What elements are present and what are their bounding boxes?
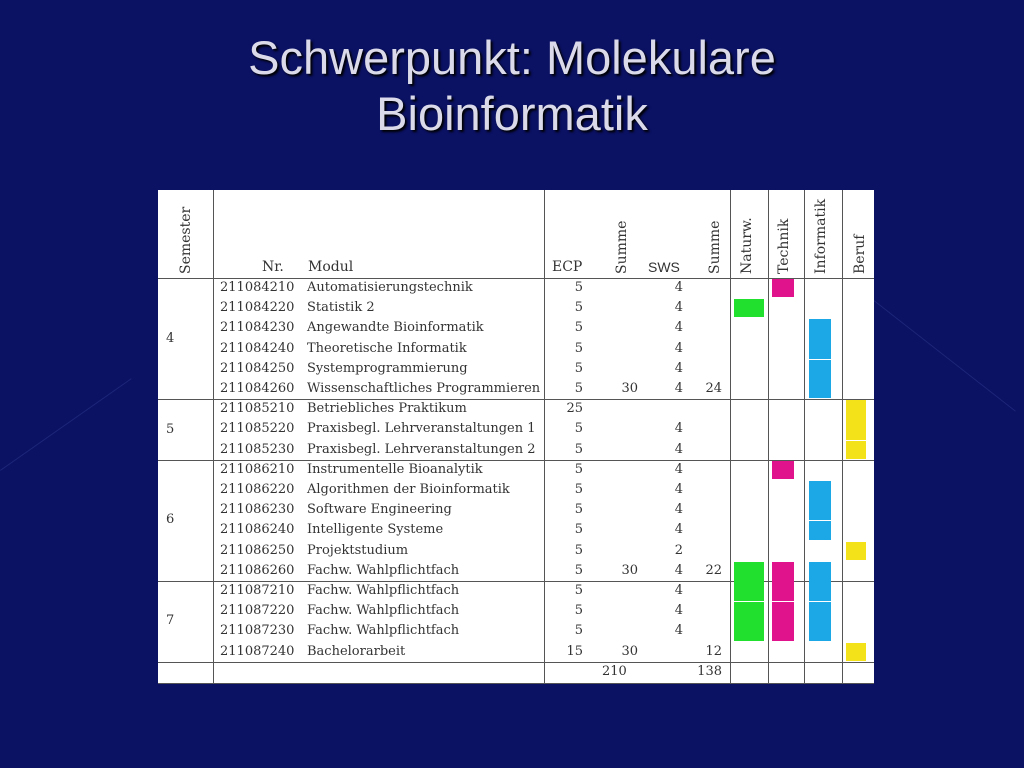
row-nr: 211084260 [220, 381, 295, 396]
column-divider [730, 190, 731, 684]
column-divider [544, 190, 545, 684]
row-sws: 4 [674, 482, 683, 497]
total-summe-sws: 138 [697, 663, 722, 679]
slide-title-line-2: Bioinformatik [376, 87, 648, 140]
marker-informatik [809, 562, 831, 641]
background-line [873, 300, 1015, 412]
row-ecp: 5 [574, 623, 583, 639]
row-nr: 211087220 [220, 603, 295, 619]
marker-technik [772, 279, 794, 297]
row-ecp: 5 [574, 542, 583, 558]
row-ecp: 15 [566, 643, 583, 659]
row-nr: 211084250 [220, 360, 295, 376]
row-modul: Fachw. Wahlpflichtfach [307, 623, 460, 639]
row-ecp: 5 [574, 461, 583, 477]
row-sws: 4 [674, 340, 683, 356]
semester-label: 7 [166, 613, 175, 629]
row-ecp: 5 [574, 583, 583, 598]
marker-beruf [846, 400, 866, 459]
row-ecp: 5 [574, 522, 583, 538]
marker-informatik [809, 481, 831, 540]
row-sws: 4 [674, 603, 683, 619]
header-ecp: ECP [552, 259, 583, 275]
row-modul: Fachw. Wahlpflichtfach [307, 603, 460, 619]
row-nr: 211084230 [220, 320, 295, 336]
row-nr: 211084220 [220, 300, 295, 316]
marker-separator [846, 440, 866, 441]
background-line [0, 378, 132, 471]
row-sws: 4 [674, 360, 683, 376]
row-nr: 211084240 [220, 340, 295, 356]
row-sws: 4 [674, 562, 683, 578]
row-summe-sws: 12 [705, 643, 722, 659]
row-nr: 211085210 [220, 401, 295, 417]
table-bottom-line [158, 683, 874, 684]
row-ecp: 5 [574, 280, 583, 295]
row-ecp: 5 [574, 360, 583, 376]
marker-technik [772, 562, 794, 641]
row-nr: 211086220 [220, 482, 295, 497]
row-nr: 211087210 [220, 583, 295, 598]
row-sws: 4 [674, 461, 683, 477]
slide-title [0, 30, 1024, 142]
row-sws: 4 [674, 280, 683, 295]
header-technik: Technik [776, 218, 792, 274]
marker-naturw [734, 562, 764, 641]
row-nr: 211085230 [220, 441, 295, 457]
marker-informatik [809, 319, 831, 398]
row-nr: 211085220 [220, 421, 295, 437]
row-nr: 211087240 [220, 643, 295, 659]
row-nr: 211086210 [220, 461, 295, 477]
marker-separator [809, 601, 831, 602]
row-sws: 4 [674, 623, 683, 639]
row-ecp: 5 [574, 603, 583, 619]
total-summe-ecp: 210 [602, 663, 627, 679]
row-nr: 211086250 [220, 542, 295, 558]
marker-naturw [734, 299, 764, 317]
module-table [158, 190, 874, 684]
slide-title-line-1: Schwerpunkt: Molekulare [248, 31, 776, 84]
row-sws: 4 [674, 381, 683, 396]
row-summe-sws: 22 [705, 562, 722, 578]
row-sws: 4 [674, 441, 683, 457]
row-ecp: 5 [574, 441, 583, 457]
row-modul: Systemprogrammierung [307, 360, 468, 376]
marker-technik [772, 461, 794, 479]
column-divider [804, 190, 805, 684]
row-modul: Algorithmen der Bioinformatik [307, 482, 510, 497]
column-divider [213, 190, 214, 684]
header-naturw: Naturw. [739, 217, 755, 274]
row-nr: 211087230 [220, 623, 295, 639]
semester-label: 5 [166, 421, 175, 437]
marker-separator [809, 520, 831, 521]
marker-separator [734, 601, 764, 602]
row-modul: Praxisbegl. Lehrveranstaltungen 1 [307, 421, 536, 437]
marker-beruf [846, 643, 866, 661]
row-sws: 4 [674, 583, 683, 598]
row-ecp: 5 [574, 421, 583, 437]
row-nr: 211086230 [220, 502, 295, 518]
row-modul: Theoretische Informatik [307, 340, 467, 356]
row-modul: Automatisierungstechnik [307, 280, 473, 295]
row-sws: 4 [674, 522, 683, 538]
row-modul: Instrumentelle Bioanalytik [307, 461, 483, 477]
row-nr: 211086260 [220, 562, 295, 578]
row-modul: Angewandte Bioinformatik [307, 320, 484, 336]
row-modul: Praxisbegl. Lehrveranstaltungen 2 [307, 441, 536, 457]
row-sws: 4 [674, 300, 683, 316]
row-sws: 4 [674, 421, 683, 437]
row-modul: Statistik 2 [307, 300, 375, 316]
row-ecp: 5 [574, 340, 583, 356]
header-modul: Modul [308, 259, 354, 275]
column-divider [768, 190, 769, 684]
row-ecp: 5 [574, 320, 583, 336]
row-ecp: 5 [574, 502, 583, 518]
semester-label: 4 [166, 330, 175, 346]
row-modul: Fachw. Wahlpflichtfach [307, 583, 460, 598]
row-summe-ecp: 30 [621, 643, 638, 659]
marker-beruf [846, 542, 866, 560]
header-semester: Semester [178, 206, 194, 274]
row-ecp: 5 [574, 482, 583, 497]
row-sws: 4 [674, 502, 683, 518]
row-summe-sws: 24 [705, 381, 722, 396]
semester-divider [158, 662, 874, 663]
row-sws: 4 [674, 320, 683, 336]
row-nr: 211084210 [220, 280, 295, 295]
header-summe-sws: Summe [707, 220, 723, 274]
row-ecp: 5 [574, 300, 583, 316]
header-nr: Nr. [262, 259, 284, 275]
row-ecp: 25 [566, 401, 583, 417]
row-sws: 2 [674, 542, 683, 558]
row-ecp: 5 [574, 381, 583, 396]
row-modul: Projektstudium [307, 542, 409, 558]
row-modul: Software Engineering [307, 502, 452, 518]
marker-separator [809, 359, 831, 360]
header-sws: SWS [648, 259, 680, 275]
row-modul: Fachw. Wahlpflichtfach [307, 562, 460, 578]
row-ecp: 5 [574, 562, 583, 578]
header-summe-ecp: Summe [614, 220, 630, 274]
row-modul: Intelligente Systeme [307, 522, 444, 538]
row-nr: 211086240 [220, 522, 295, 538]
row-modul: Betriebliches Praktikum [307, 401, 467, 417]
row-modul: Wissenschaftliches Programmieren [307, 381, 541, 396]
row-modul: Bachelorarbeit [307, 643, 406, 659]
semester-label: 6 [166, 512, 175, 528]
header-beruf: Beruf [852, 234, 868, 274]
marker-separator [772, 601, 794, 602]
header-informatik: Informatik [813, 198, 829, 274]
column-divider [842, 190, 843, 684]
row-summe-ecp: 30 [621, 381, 638, 396]
row-summe-ecp: 30 [621, 562, 638, 578]
